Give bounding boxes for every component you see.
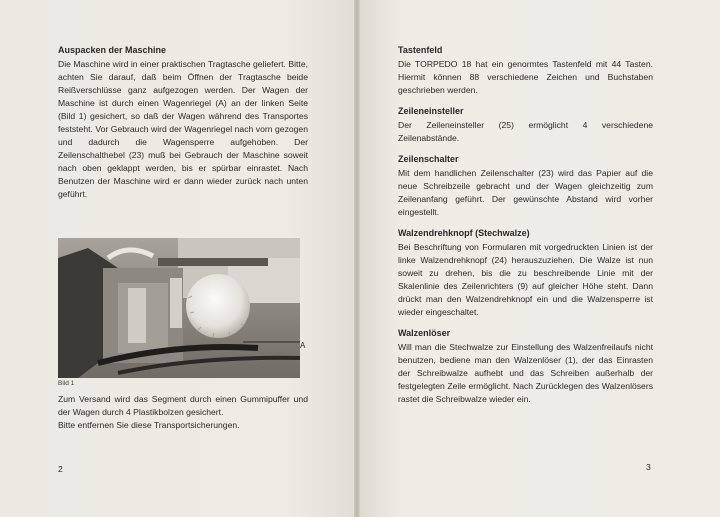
section-walzendrehknopf: [398, 227, 653, 319]
page-number-left: 2: [58, 464, 63, 474]
typewriter-mechanism-illustration: [58, 238, 300, 378]
typewriter-photo: [58, 238, 300, 378]
transport-note: [58, 393, 308, 432]
section-body: Bei Beschriftung von Formularen mit vorgedruckten Linien ist der linke Walzendrehknopf (24) herauszuziehen. Die Walze ist nun soweit zu drehen, bis die zu beschreibende Linie mit der Skalenlinie des Zeilenrichters (9) auf gleicher Höhe steht. Dann drückt man den Walzendrehknopf ein und die Walzensperre ist wieder eingeschaltet.: [398, 242, 653, 317]
transport-note-text-2: Bitte entfernen Sie diese Transportsicherungen.: [58, 420, 240, 430]
transport-note-text: Zum Versand wird das Segment durch einen Gummipuffer und der Wagen durch 4 Plastikbolzen gesichert.: [58, 394, 308, 417]
section-body-auspacken: Die Maschine wird in einer praktischen Tragtasche geliefert. Bitte, achten Sie darauf, daß beim Öffnen der Tragtasche beide Reißverschlüsse ganz aufgezogen werden. Der Wagen der Maschine ist durch einen Wagenriegel (A) an der linken Seite (Bild 1) gesichert, so daß der Wagen während des Transportes feststeht. Vor Gebrauch wird der Wagenriegel nach vorn gezogen und dadurch die Wagensperre aufgehoben. Der Zeilenschalthebel (23) muß bei Gebrauch der Maschine soweit nach oben geklappt werden, bis er spürbar einrastet. Nach Benutzen der Maschine wird er dann wieder zurück nach unten geführt.: [58, 59, 308, 199]
section-body: Will man die Stechwalze zur Einstellung des Walzenfreilaufs nicht benutzen, bediene man den Walzenlöser (1), der das Einrasten der Schreibwalze aufhebt und das Schreiben außerhalb der festgelegten Zeile ermöglicht. Nach Zurücklegen des Walzenlösers rastet die Schreibwalze wieder ein.: [398, 342, 653, 404]
left-column: [58, 44, 308, 201]
figure-caption: Bild 1: [58, 380, 75, 387]
section-body: Der Zeileneinsteller (25) ermöglicht 4 verschiedene Zeilenabstände.: [398, 120, 653, 143]
page-number-right: 3: [646, 462, 651, 472]
section-walzenloeser: [398, 327, 653, 406]
section-heading: Zeileneinsteller: [398, 106, 464, 116]
section-zeilenschalter: [398, 153, 653, 219]
section-heading-auspacken: Auspacken der Maschine: [58, 45, 167, 55]
section-heading: Walzendrehknopf (Stechwalze): [398, 228, 530, 238]
section-zeileneinsteller: [398, 105, 653, 145]
section-tastenfeld: [398, 44, 653, 97]
section-body: Mit dem handlichen Zeilenschalter (23) wird das Papier auf die neue Schreibzeile gebracht und der Wagen gleichzeitig zum Zeilenanfang geführt. Der gewünschte Abstand wird vorher eingestellt.: [398, 168, 653, 217]
figure-callout-label: A: [300, 341, 306, 350]
right-column: [398, 44, 653, 414]
section-body: Die TORPEDO 18 hat ein genormtes Tastenfeld mit 44 Tasten. Hiermit können 88 verschiedene Zeichen und Buchstaben geschrieben werden.: [398, 59, 653, 95]
book-gutter: [354, 0, 360, 517]
section-heading: Zeilenschalter: [398, 154, 459, 164]
section-heading: Walzenlöser: [398, 328, 451, 338]
section-heading: Tastenfeld: [398, 45, 443, 55]
